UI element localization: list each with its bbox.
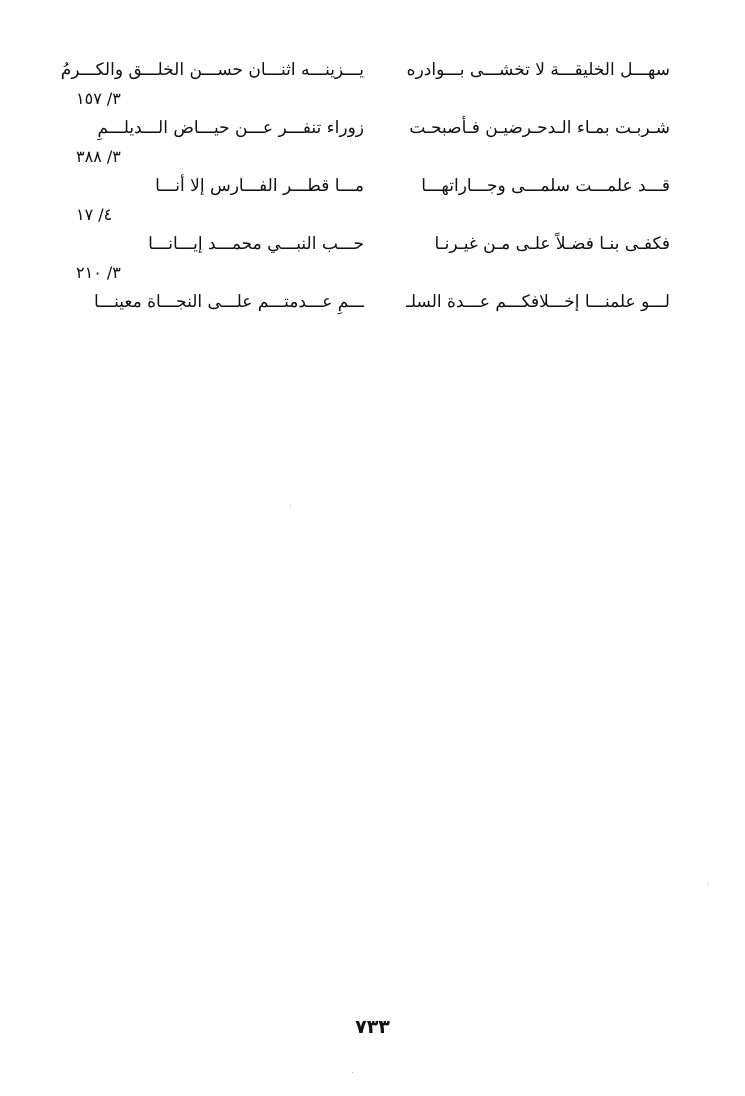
- verse-first-hemistich: قـــد علمـــت سلمـــى وجـــاراتهـــا: [421, 176, 670, 196]
- verse-line: [70, 287, 670, 317]
- verse-second-hemistich: حـــب النبـــي محمـــد إيـــانـــا: [148, 234, 364, 254]
- verse-second-hemistich: ـــمِ عـــدمتـــم علـــى النجـــاة معينـــا: [94, 292, 364, 312]
- scan-speck: [352, 1072, 353, 1073]
- verse-second-hemistich: مـــا قطـــر الفـــارس إلا أنـــا: [155, 176, 364, 196]
- verse-first-hemistich: فكفـى بنـا فضـلاً علـى مـن غيـرنـا: [434, 234, 670, 254]
- scan-speck: [708, 884, 709, 885]
- verse-line: [60, 55, 670, 85]
- verse-line: [70, 171, 670, 201]
- verse-second-hemistich: زوراء تنفـــر عـــن حيـــاض الـــديلـــمِ: [97, 118, 364, 138]
- verse-reference: ٣/ ١٥٧: [76, 89, 121, 108]
- page-number: ٧٣٣: [355, 1016, 390, 1038]
- verse-list: [60, 55, 670, 317]
- verse-first-hemistich: شـربـت بمـاء الـدحـرضيـن فـأصبحـت: [409, 118, 670, 138]
- verse-reference: ٤/ ١٧: [76, 205, 113, 224]
- verse-line: [70, 113, 670, 143]
- verse-first-hemistich: سهـــل الخليقـــة لا تخشـــى بـــوادره: [406, 60, 670, 80]
- verse-reference: ٣/ ٣٨٨: [76, 147, 121, 166]
- verse-reference: ٣/ ٢١٠: [76, 263, 121, 282]
- verse-second-hemistich: يـــزينـــه اثنـــان حســـن الخلـــق والكـــرمُ: [60, 60, 364, 80]
- verse-first-hemistich: لـــو علمنـــا إخـــلافكـــم عـــدة السلـ: [405, 292, 670, 312]
- scan-speck: [290, 505, 291, 506]
- verse-line: [70, 229, 670, 259]
